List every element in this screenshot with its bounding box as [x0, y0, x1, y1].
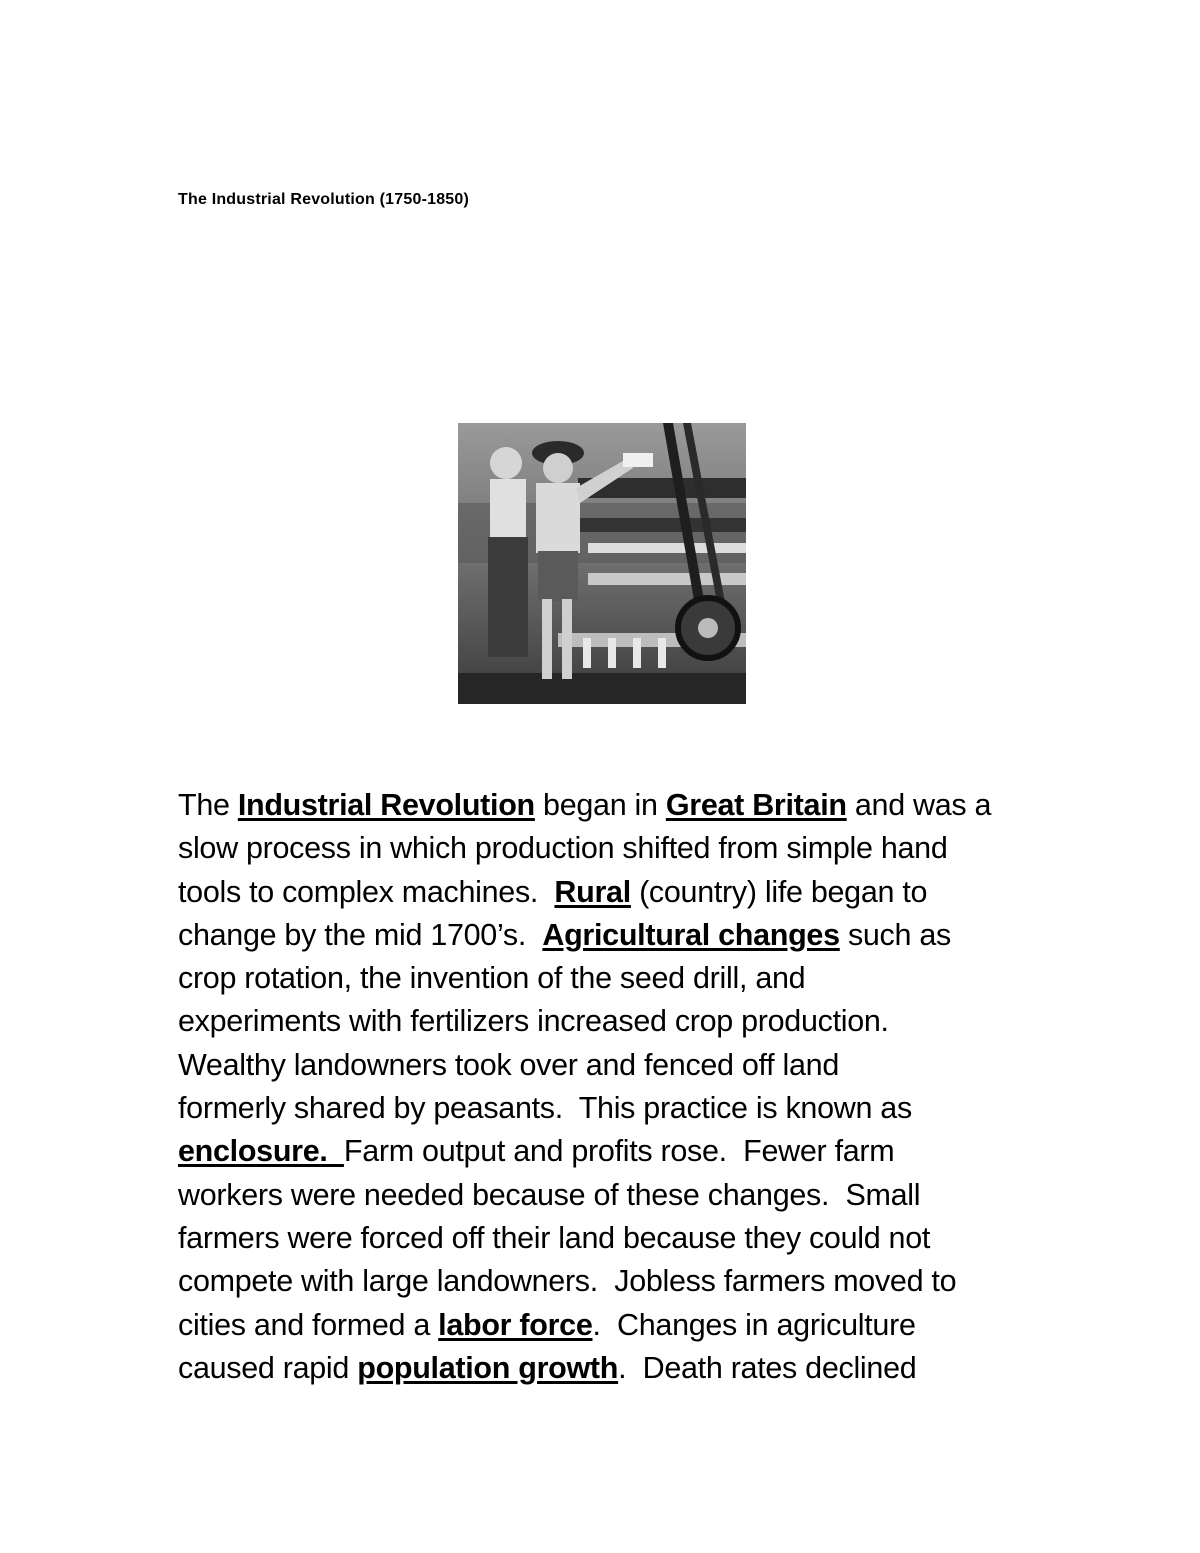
text-run: workers were needed because of these changes. Small: [178, 1177, 921, 1212]
text-run: and was a: [846, 788, 992, 822]
text-run: such as: [839, 917, 951, 952]
photo-illustration: [458, 423, 746, 704]
paragraph-line: [178, 1087, 1038, 1130]
paragraph-line: [178, 914, 1038, 957]
text-run: formerly shared by peasants. This practice is known as: [178, 1091, 912, 1126]
text-run: change by the mid 1700’s.: [178, 917, 543, 952]
text-run: The: [178, 788, 238, 822]
paragraph-line: [178, 1000, 1038, 1043]
paragraph-line: [178, 784, 1038, 827]
text-run: compete with large landowners. Jobless farmers moved to: [178, 1264, 957, 1299]
paragraph-line: [178, 1217, 1038, 1260]
child-laborers-photo: [458, 423, 746, 704]
paragraph-line: [178, 827, 1038, 870]
text-run: cities and formed a: [178, 1307, 439, 1342]
text-run: Wealthy landowners took over and fenced off land: [178, 1047, 839, 1082]
text-run: (country) life began to: [630, 874, 928, 909]
text-run: experiments with fertilizers increased crop production.: [178, 1004, 889, 1039]
text-run: slow process in which production shifted from simple hand: [178, 831, 948, 866]
paragraph-line: [178, 1174, 1038, 1217]
paragraph-line: [178, 1044, 1038, 1087]
paragraph-line: [178, 1347, 1038, 1390]
paragraph-line: [178, 871, 1038, 914]
key-term: population growth: [357, 1350, 619, 1385]
paragraph-line: [178, 1130, 1038, 1173]
text-run: Farm output and profits rose. Fewer farm: [343, 1134, 895, 1169]
key-term: Agricultural changes: [542, 917, 840, 952]
key-term: enclosure.: [178, 1134, 344, 1169]
text-run: caused rapid: [178, 1350, 358, 1385]
text-run: tools to complex machines.: [178, 874, 555, 909]
document-title: The Industrial Revolution (1750-1850): [178, 191, 470, 208]
key-term: Rural: [554, 874, 631, 909]
text-run: . Changes in agriculture: [592, 1307, 916, 1342]
paragraph-line: [178, 1304, 1038, 1347]
key-term: labor force: [438, 1307, 593, 1342]
body-paragraph: [178, 784, 1038, 1390]
key-term: Great Britain: [665, 788, 847, 822]
key-term: Industrial Revolution: [237, 788, 535, 822]
paragraph-line: [178, 1260, 1038, 1303]
text-run: . Death rates declined: [618, 1350, 917, 1385]
text-run: crop rotation, the invention of the seed drill, and: [178, 961, 806, 996]
paragraph-line: [178, 957, 1038, 1000]
text-run: began in: [534, 788, 666, 822]
text-run: farmers were forced off their land because they could not: [178, 1220, 931, 1255]
